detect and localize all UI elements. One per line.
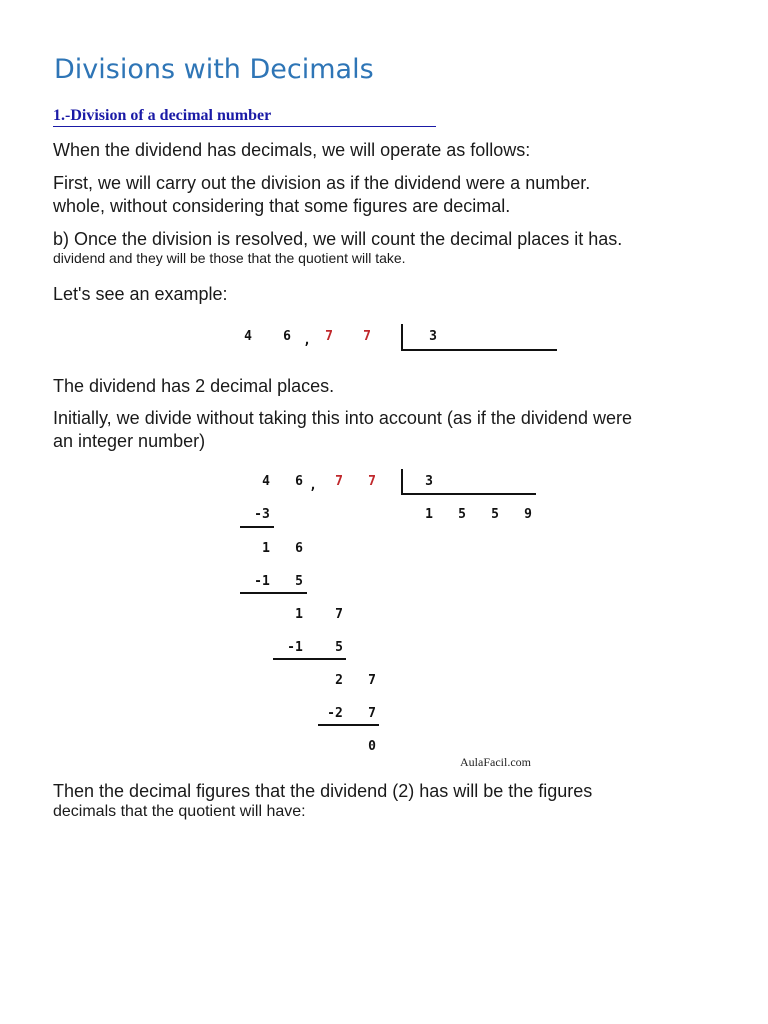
- quotient-digit: 5: [491, 507, 499, 522]
- section-heading-underline: [53, 126, 436, 127]
- remainder-digit: 2: [335, 673, 343, 688]
- dividend-digit: 4: [262, 474, 270, 489]
- subtrahend: 7: [368, 706, 376, 721]
- decimal-digit: 7: [363, 329, 371, 344]
- divisor-bracket-vertical: [401, 324, 403, 351]
- decimal-comma: ,: [303, 333, 311, 348]
- decimal-places-text: The dividend has 2 decimal places.: [53, 376, 335, 396]
- then-line-2: decimals that the quotient will have:: [53, 803, 306, 820]
- subtrahend: 5: [335, 640, 343, 655]
- subtrahend: -1: [287, 640, 303, 655]
- remainder-digit: 7: [335, 607, 343, 622]
- subtrahend: -1: [254, 574, 270, 589]
- dividend-decimal-digit: 7: [368, 474, 376, 489]
- decimal-comma: ,: [309, 478, 317, 493]
- divisor-bracket-horizontal: [401, 493, 536, 495]
- decimal-digit: 7: [325, 329, 333, 344]
- remainder-digit: 6: [295, 541, 303, 556]
- then-line-1: Then the decimal figures that the dividend (2) has will be the figures: [53, 781, 593, 801]
- quotient-digit: 9: [524, 507, 532, 522]
- subtraction-line: [240, 592, 307, 594]
- divisor-bracket-vertical: [401, 469, 403, 495]
- divisor: 3: [425, 474, 433, 489]
- subtraction-line: [273, 658, 346, 660]
- remainder-digit: 1: [262, 541, 270, 556]
- subtraction-line: [240, 526, 274, 528]
- digit: 6: [283, 329, 291, 344]
- example-label: Let's see an example:: [53, 284, 228, 304]
- digit: 4: [244, 329, 252, 344]
- step-b-line-2: dividend and they will be those that the quotient will take.: [53, 250, 406, 266]
- step-a-line-1: First, we will carry out the division as if the dividend were a number.: [53, 173, 591, 193]
- subtrahend: 5: [295, 574, 303, 589]
- intro-paragraph: When the dividend has decimals, we will operate as follows:: [53, 140, 531, 160]
- initially-line-1: Initially, we divide without taking this into account (as if the dividend were: [53, 408, 632, 428]
- step-b-line-1: b) Once the division is resolved, we will count the decimal places it has.: [53, 229, 623, 249]
- dividend-digit: 6: [295, 474, 303, 489]
- quotient-digit: 5: [458, 507, 466, 522]
- initially-line-2: an integer number): [53, 431, 206, 451]
- section-heading[interactable]: 1.-Division of a decimal number: [53, 107, 272, 124]
- page-title: Divisions with Decimals: [54, 54, 374, 85]
- divisor-bracket-horizontal: [401, 349, 557, 351]
- divisor: 3: [429, 329, 437, 344]
- quotient-digit: 1: [425, 507, 433, 522]
- final-remainder: 0: [368, 739, 376, 754]
- remainder-digit: 1: [295, 607, 303, 622]
- dividend-decimal-digit: 7: [335, 474, 343, 489]
- credit-text: AulaFacil.com: [460, 755, 531, 769]
- subtrahend: -3: [254, 507, 270, 522]
- subtraction-line: [318, 724, 379, 726]
- step-a-line-2: whole, without considering that some figures are decimal.: [53, 196, 511, 216]
- subtrahend: -2: [327, 706, 343, 721]
- remainder-digit: 7: [368, 673, 376, 688]
